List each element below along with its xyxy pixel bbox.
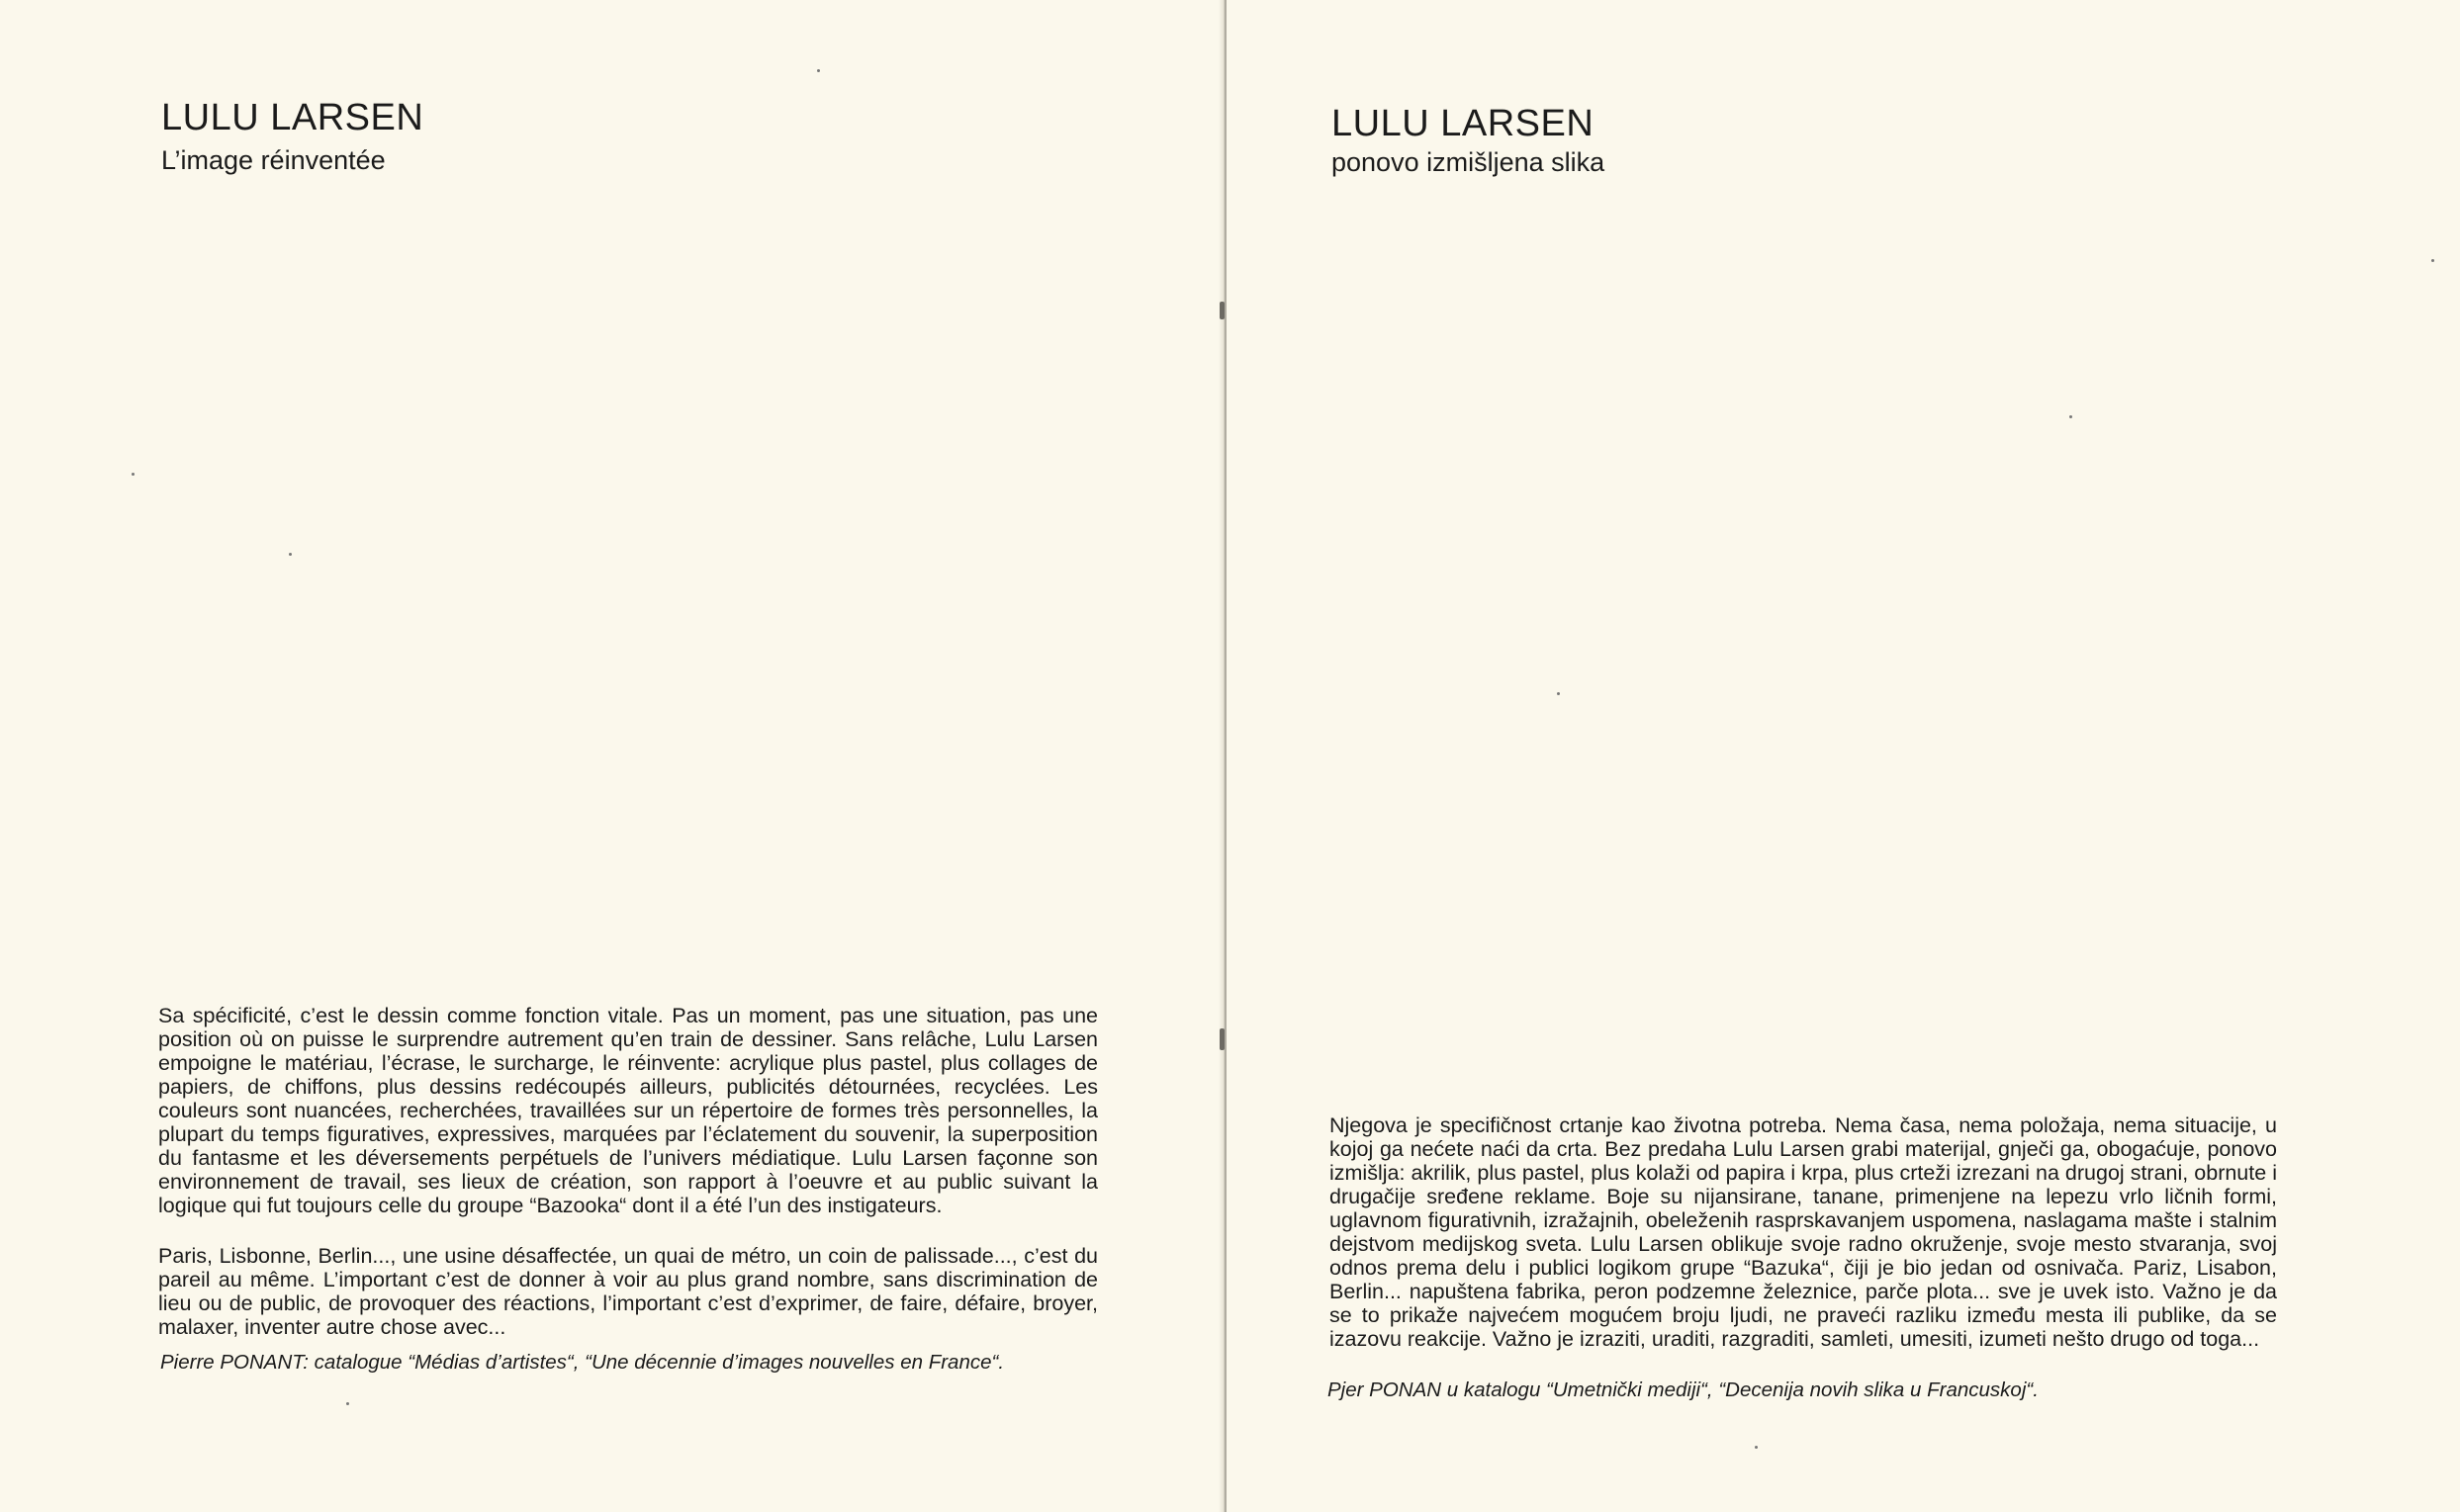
right-page-subtitle: ponovo izmišljena slika <box>1331 147 1605 177</box>
left-page-paragraph-2: Paris, Lisbonne, Berlin..., une usine désaffectée, un quai de métro, un coin de palissade..., c’est du pareil au même. L’important c’est de donner à voir au plus grand nombre, sans discrimination de lieu ou de public, de provoquer des réactions, l’important c’est d’exprimer, de faire, défaire, broyer, malaxer, inventer autre chose avec... <box>158 1244 1098 1339</box>
paper-speck <box>2069 415 2072 418</box>
left-page-citation: Pierre PONANT: catalogue “Médias d’artistes“, “Une décennie d’images nouvelles en France“. <box>160 1351 1005 1374</box>
paper-speck <box>132 473 135 476</box>
right-page <box>1227 0 2460 1512</box>
paper-speck <box>817 69 820 72</box>
left-page <box>0 0 1223 1512</box>
right-page-citation: Pjer PONAN u katalogu “Umetnički mediji“, “Decenija novih slika u Francuskoj“. <box>1327 1379 2039 1401</box>
staple <box>1220 1028 1225 1050</box>
staple <box>1220 302 1225 319</box>
right-page-title: LULU LARSEN <box>1331 103 1594 144</box>
paper-speck <box>289 553 292 556</box>
left-page-subtitle: L’image réinventée <box>161 145 386 175</box>
left-page-paragraph-1: Sa spécificité, c’est le dessin comme fonction vitale. Pas un moment, pas une situation, pas une position où on puisse le surprendre autrement qu’en train de dessiner. Sans relâche, Lulu Larsen empoigne le matériau, l’écrase, le surcharge, le réinvente: acrylique plus pastel, plus collages de papiers, de chiffons, plus dessins redécoupés ailleurs, publicités détournées, recyclées. Les couleurs sont nuancées, recherchées, travaillées sur un répertoire de formes très personnelles, la plupart du temps figuratives, expressives, marquées par l’éclatement du souvenir, la superposition du fantasme et les déversements perpétuels de l’univers médiatique. Lulu Larsen façonne son environnement de travail, ses lieux de création, son rapport à l’oeuvre et au public suivant la logique qui fut toujours celle du groupe “Bazooka“ dont il a été l’un des instigateurs. <box>158 1004 1098 1217</box>
paper-speck <box>346 1402 349 1405</box>
paper-speck <box>2431 259 2434 262</box>
left-page-title: LULU LARSEN <box>161 97 424 138</box>
paper-speck <box>1755 1446 1758 1449</box>
paper-speck <box>1557 692 1560 695</box>
right-page-paragraph-1: Njegova je specifičnost crtanje kao životna potreba. Nema časa, nema položaja, nema situacije, u kojoj ga nećete naći da crta. Bez predaha Lulu Larsen grabi materijal, gnječi ga, obogaćuje, ponovo izmišlja: akrilik, plus pastel, plus kolaži od papira i krpa, plus crteži izrezani na drugoj strani, obrnute i drugačije sređene reklame. Boje su nijansirane, tanane, primenjene na lepezu vrlo ličnih formi, uglavnom figurativnih, izražajnih, obeleženih rasprskavanjem uspomena, naslagama mašte i stalnim dejstvom medijskog sveta. Lulu Larsen oblikuje svoje radno okruženje, svoje mesto stvaranja, svoj odnos prema delu i publici logikom grupe “Bazuka“, čiji je bio jedan od osnivača. Pariz, Lisabon, Berlin... napuštena fabrika, peron podzemne železnice, parče plota... sve je uvek isto. Važno je da se to prikaže najvećem mogućem broju ljudi, ne praveći razliku između mesta ili publike, da se izazovu reakcije. Važno je izraziti, uraditi, razgraditi, samleti, umesiti, izumeti nešto drugo od toga... <box>1329 1113 2277 1351</box>
